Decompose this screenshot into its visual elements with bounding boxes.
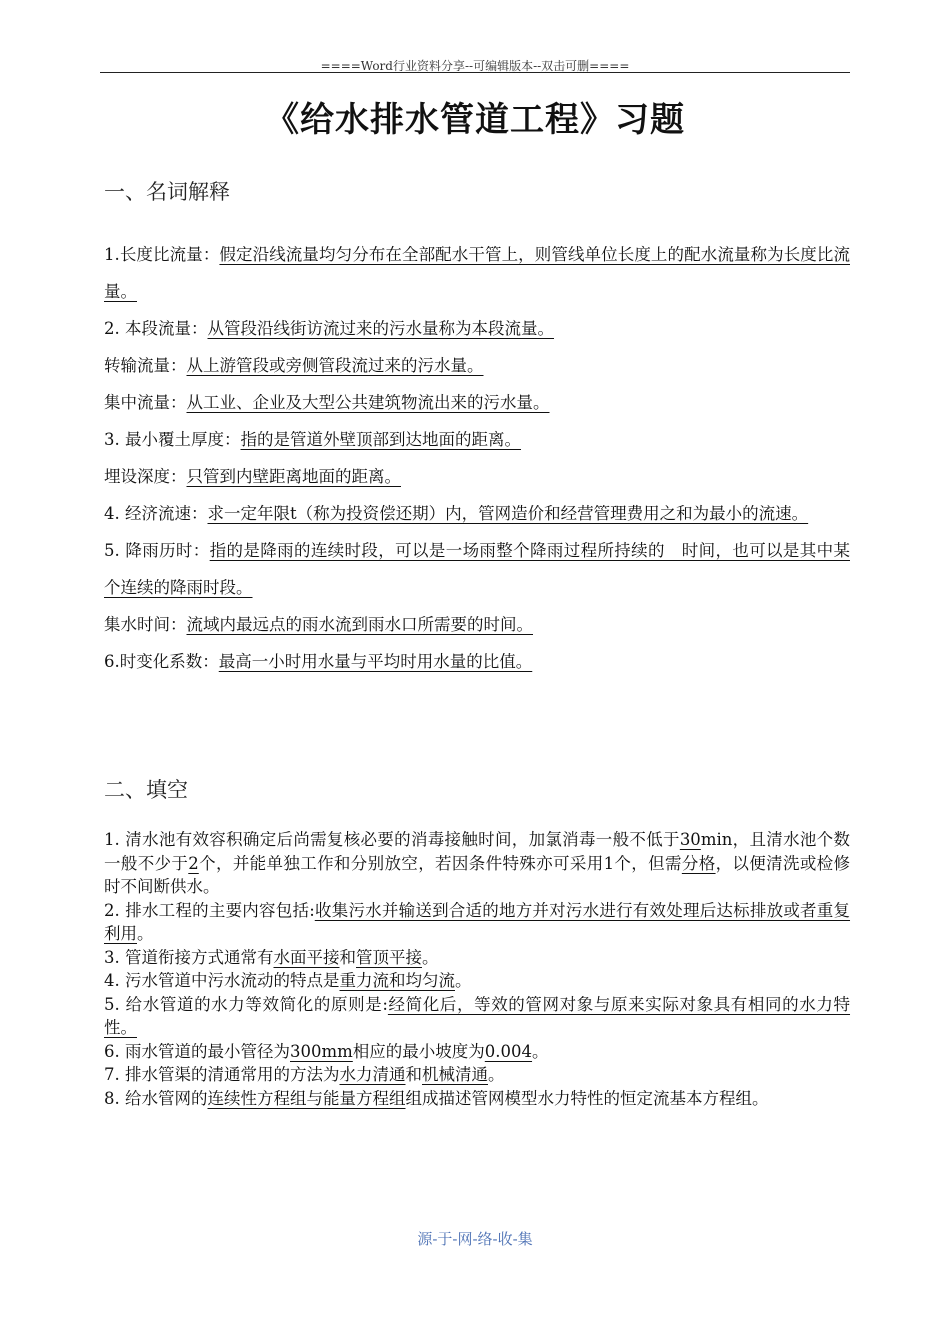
definition-item [104,495,850,532]
question-text: 2. 排水工程的主要内容包括: [104,900,315,920]
question-text: 5. 给水管道的水力等效简化的原则是: [104,994,388,1014]
question-1 [104,828,850,899]
term-answer: 从上游管段或旁侧管段流过来的污水量。 [186,356,484,375]
question-4 [104,969,850,993]
answer-blank: 管顶平接 [356,947,422,967]
term-label: 集中流量： [104,393,187,412]
section-heading-definitions: 一、名词解释 [104,180,230,204]
answer-blank: 收集污水并输送到合适的地方并对污水进行有效处理后达标排放或者重复利用 [104,900,851,943]
term-label: 5. 降雨历时： [104,541,210,560]
answer-blank: 0.004 [484,1041,533,1061]
question-text: 。 [422,947,439,967]
question-text: 。 [488,1065,505,1084]
question-text: 。 [532,1041,549,1061]
question-text: 7. 排水管渠的清通常用的方法为 [104,1065,340,1084]
term-answer: 求一定年限t（称为投资偿还期）内，管网造价和经营管理费用之和为最小的流速。 [207,504,809,523]
fill-blank-list [104,828,850,1110]
question-text: 4. 污水管道中污水流动的特点是 [104,971,340,990]
document-title: 《给水排水管道工程》习题 [265,100,685,140]
term-answer: 指的是降雨的连续时段，可以是一场雨整个降雨过程所持续的 时间，也可以是其中某个连续的降雨时段。 [104,541,850,597]
question-2 [104,899,850,946]
header-divider [100,72,850,73]
question-text: 。 [455,971,472,990]
definition-item [104,532,850,606]
definition-item [104,421,850,458]
term-label: 埋设深度： [104,467,187,486]
answer-blank: 分格 [681,853,716,873]
question-text: 8. 给水管网的 [104,1088,208,1108]
term-label: 集水时间： [104,615,187,634]
answer-blank: 经简化后，等效的管网对象与原来实际对象具有相同的水力特性。 [104,994,851,1037]
page-header: ====Word行业资料分享--可编辑版本--双击可删==== [320,59,630,73]
definition-item [104,236,850,310]
term-answer: 只管到内壁距离地面的距离。 [186,467,401,486]
question-8 [104,1087,850,1111]
question-text: ，以便清洗或检修时不间断供水。 [104,853,851,896]
question-text: 组成描述管网模型水力特性的恒定流基本方程组。 [405,1088,769,1108]
term-answer: 假定沿线流量均匀分布在全部配水干管上，则管线单位长度上的配水流量称为长度比流量。 [104,245,850,301]
term-label: 1.长度比流量： [104,245,220,264]
question-text: 1. 清水池有效容积确定后尚需复核必要的消毒接触时间，加氯消毒一般不低于 [104,830,680,849]
question-5 [104,993,850,1040]
answer-blank: 重力流和均匀流 [339,971,455,990]
definitions-list [104,236,850,680]
answer-blank: 水面平接 [273,947,340,967]
answer-blank: 2 [188,853,199,873]
page-footer: 源-于-网-络-收-集 [417,1230,533,1248]
answer-blank: 30 [679,830,701,849]
term-label: 2. 本段流量： [104,319,208,338]
section-heading-fill-blanks: 二、填空 [104,778,188,802]
term-label: 转输流量： [104,356,187,375]
term-label: 4. 经济流速： [104,504,208,523]
question-6 [104,1040,850,1064]
definition-item [104,643,850,680]
term-label: 3. 最小覆土厚度： [104,430,241,449]
answer-blank: 300mm [290,1041,353,1061]
question-text: 个，并能单独工作和分别放空，若因条件特殊亦可采用1个，但需 [198,853,682,873]
definition-item [104,384,850,421]
answer-blank: 连续性方程组与能量方程组 [207,1088,406,1108]
question-7 [104,1063,850,1087]
question-text: min，且清水池个数一般不少于 [104,830,850,873]
question-text: 6. 雨水管道的最小管径为 [104,1041,290,1061]
definition-item [104,458,850,495]
question-text: 和 [339,947,356,967]
question-text: 3. 管道衔接方式通常有 [104,947,274,967]
definition-item [104,606,850,643]
term-answer: 最高一小时用水量与平均时用水量的比值。 [218,652,533,671]
question-text: 相应的最小坡度为 [352,1041,485,1061]
term-answer: 从管段沿线街访流过来的污水量称为本段流量。 [207,319,554,338]
definition-item [104,310,850,347]
question-3 [104,946,850,970]
term-label: 6.时变化系数： [104,652,219,671]
question-text: 和 [405,1065,422,1084]
term-answer: 从工业、企业及大型公共建筑物流出来的污水量。 [186,393,550,412]
answer-blank: 机械清通 [422,1065,488,1084]
question-text: 。 [137,924,154,943]
answer-blank: 水力清通 [339,1065,406,1084]
definition-item [104,347,850,384]
term-answer: 指的是管道外壁顶部到达地面的距离。 [240,430,521,449]
term-answer: 流域内最远点的雨水流到雨水口所需要的时间。 [186,615,533,634]
